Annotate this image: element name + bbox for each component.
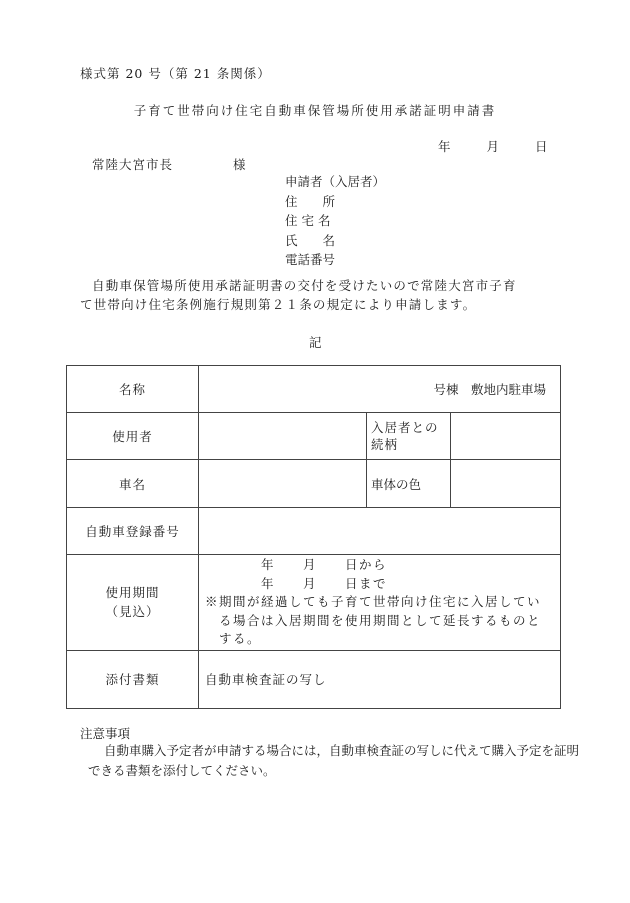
details-table [66, 365, 561, 709]
registration-label: 自動車登録番号 [67, 508, 199, 555]
relation-label: 入居者との続柄 [367, 413, 451, 460]
relation-value[interactable] [451, 413, 561, 460]
car-label: 車名 [67, 460, 199, 508]
ki-heading: 記 [309, 335, 322, 350]
request-text [80, 276, 560, 314]
color-value[interactable] [451, 460, 561, 508]
period-label-line2: （見込） [105, 604, 160, 620]
notes-line2: できる書類を添付してください。 [88, 763, 276, 778]
addressee-name: 常陸大宮市長 [92, 157, 174, 172]
name-value: 号棟 敷地内駐車場 [199, 366, 561, 413]
row-registration [67, 508, 561, 555]
row-user [67, 413, 561, 460]
car-value[interactable] [199, 460, 367, 508]
applicant-phone-label: 電話番号 [285, 252, 336, 267]
date-line [438, 137, 548, 155]
row-name [67, 366, 561, 413]
color-label: 車体の色 [367, 460, 451, 508]
row-attachment [67, 650, 561, 708]
notes-text [80, 741, 580, 781]
user-label: 使用者 [67, 413, 199, 460]
period-to: 年 月 日まで [261, 575, 388, 591]
date-year: 年 [438, 139, 451, 154]
applicant-name-label: 氏 名 [285, 232, 336, 248]
date-month: 月 [486, 139, 500, 154]
period-label-line1: 使用期間 [105, 585, 160, 601]
applicant-address-label: 住 所 [285, 193, 336, 209]
notes-line1: 自動車購入予定者が申請する場合には，自動車検査証の写しに代えて購入予定を証明 [104, 743, 580, 758]
applicant-label: 申請者（入居者） [285, 174, 386, 189]
applicant-block [285, 172, 385, 270]
name-label: 名称 [67, 366, 199, 413]
request-text-line2: て世帯向け住宅条例施行規則第２１条の規定により申請します。 [80, 297, 477, 312]
attachment-label: 添付書類 [67, 650, 199, 708]
addressee-honorific: 様 [233, 157, 247, 172]
form-number: 様式第 20 号（第 21 条関係） [80, 66, 271, 81]
applicant-house-name-label: 住 宅 名 [285, 213, 331, 228]
row-car [67, 460, 561, 508]
request-text-line1: 自動車保管場所使用承諾証明書の交付を受けたいので常陸大宮市子育 [92, 278, 517, 293]
user-value[interactable] [199, 413, 367, 460]
period-label [67, 555, 199, 651]
period-note: ※期間が経過しても子育て世帯向け住宅に入居している場合は入居期間を使用期間として延長するものとする。 [205, 594, 542, 646]
row-period [67, 555, 561, 651]
date-day: 日 [535, 139, 548, 154]
period-from: 年 月 日から [261, 557, 388, 572]
notes-title: 注意事項 [80, 726, 131, 741]
addressee [92, 155, 247, 173]
registration-value[interactable] [199, 508, 561, 555]
attachment-value: 自動車検査証の写し [199, 650, 561, 708]
form-title: 子育て世帯向け住宅自動車保管場所使用承諾証明申請書 [133, 103, 497, 118]
period-value [199, 555, 561, 651]
